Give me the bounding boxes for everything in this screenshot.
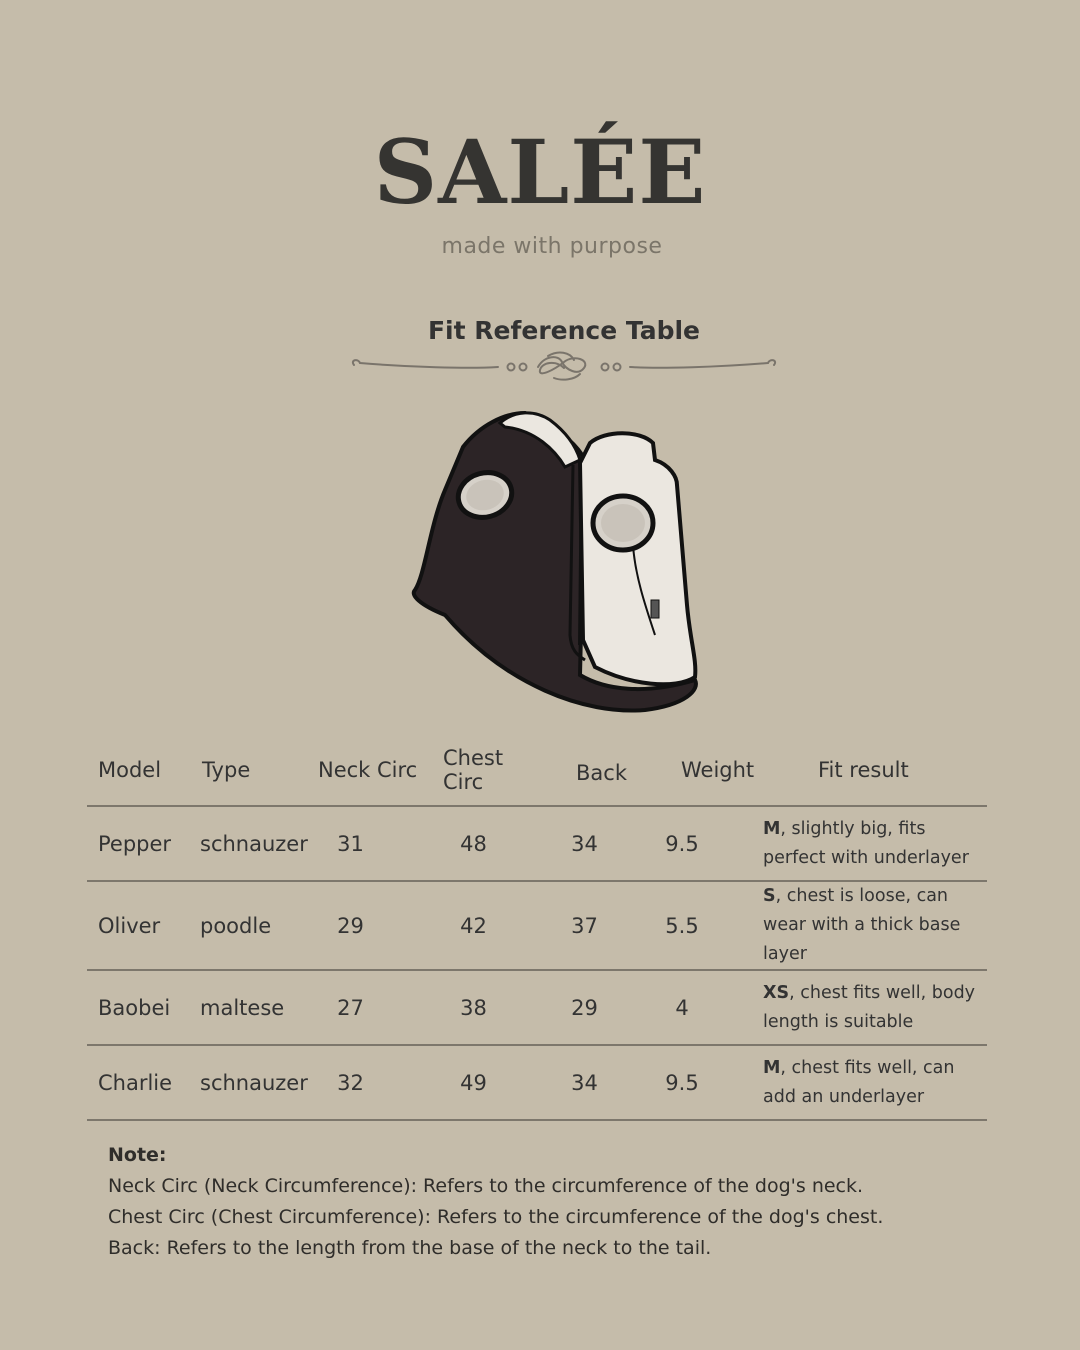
cell-model: Baobei [87,970,194,1045]
cell-chest: 42 [431,881,542,970]
brand-logo: SALÉE [373,120,707,224]
fit-description: , chest fits well, body length is suitable [763,982,976,1032]
fit-size-badge: S [763,886,776,906]
fit-size-badge: M [763,1057,781,1078]
table-row [87,1045,987,1120]
table-header-row [87,735,987,806]
cell-type: schnauzer [194,806,306,881]
cell-type: poodle [194,881,306,970]
cell-fit-result [763,881,987,970]
cell-model: Pepper [87,806,194,881]
table-row [87,806,987,881]
cell-neck: 32 [306,1045,431,1120]
fit-size-badge: M [763,818,781,839]
cell-neck: 31 [306,806,431,881]
cell-fit-result [763,1045,987,1120]
cell-model: Oliver [87,881,194,970]
cell-weight: 9.5 [651,1045,763,1120]
cell-back: 37 [542,881,651,970]
cell-model: Charlie [87,1045,194,1120]
fit-reference-table [87,735,987,1121]
cell-fit-result [763,970,987,1045]
cell-back: 29 [542,970,651,1045]
table-body [87,806,987,1120]
section-title: Fit Reference Table [427,316,701,345]
note-title: Note: [108,1144,167,1166]
brand-tagline: made with purpose [441,234,663,259]
cell-weight: 5.5 [651,881,763,970]
header-model: Model [87,735,194,806]
cell-chest: 38 [431,970,542,1045]
flourish-divider-icon [348,348,780,382]
header-neck-circ: Neck Circ [306,735,431,806]
table-row [87,970,987,1045]
header-type: Type [194,735,306,806]
cell-chest: 48 [431,806,542,881]
header-back: Back [542,735,651,806]
header-chest-circ: Chest Circ [431,735,542,806]
note-line-back: Back: Refers to the length from the base of the neck to the tail. [108,1237,712,1259]
fit-size-badge: XS [763,982,790,1003]
fit-description: , slightly big, fits perfect with underlayer [763,818,969,868]
note-block [108,1140,1008,1264]
cell-type: schnauzer [194,1045,306,1120]
note-line-chest: Chest Circ (Chest Circumference): Refers to the circumference of the dog's chest. [108,1206,884,1228]
cell-type: maltese [194,970,306,1045]
cell-weight: 4 [651,970,763,1045]
cell-back: 34 [542,806,651,881]
cell-weight: 9.5 [651,806,763,881]
fit-description: , chest is loose, can wear with a thick base layer [763,886,961,964]
header-fit-result: Fit result [763,735,987,806]
table-row [87,881,987,970]
cell-neck: 27 [306,970,431,1045]
cell-neck: 29 [306,881,431,970]
cell-fit-result [763,806,987,881]
cell-back: 34 [542,1045,651,1120]
fit-description: , chest fits well, can add an underlayer [763,1057,955,1107]
header-weight: Weight [651,735,763,806]
dog-vest-illustration [405,405,705,715]
cell-chest: 49 [431,1045,542,1120]
note-line-neck: Neck Circ (Neck Circumference): Refers to the circumference of the dog's neck. [108,1175,864,1197]
